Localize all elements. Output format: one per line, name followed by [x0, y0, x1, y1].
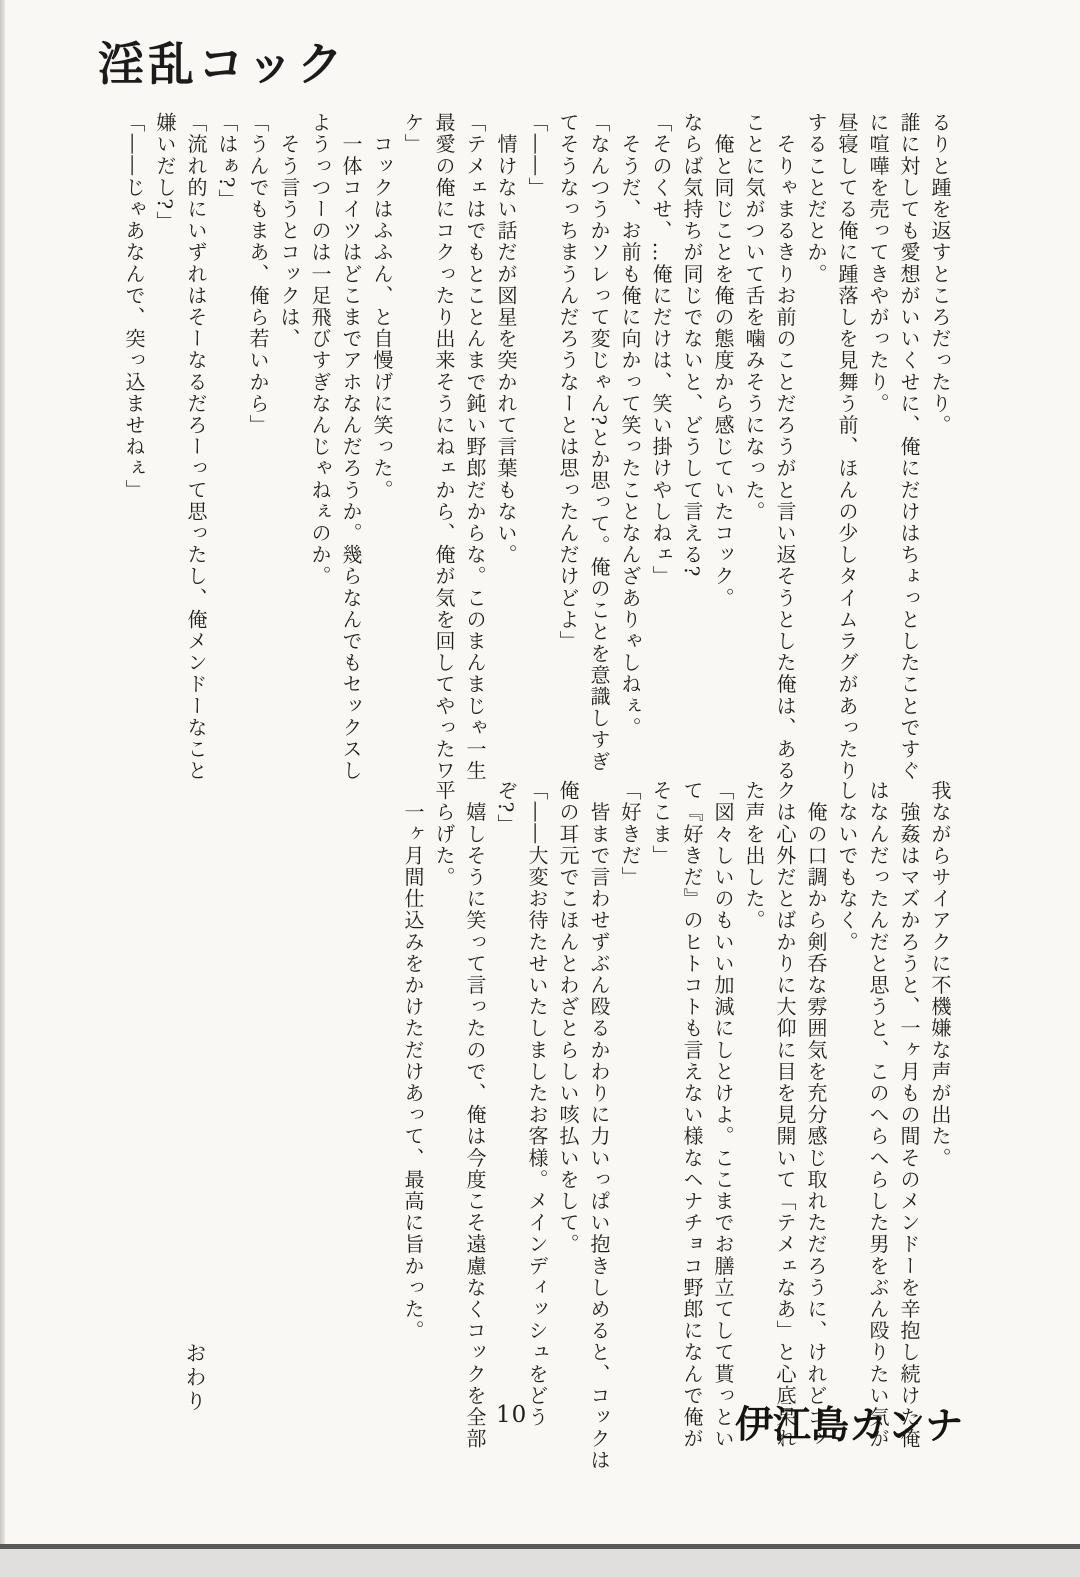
scan-edge-bottom	[0, 1544, 1080, 1577]
text-column: しないでもなく。	[835, 780, 859, 953]
text-column: 昼寝してる俺に踵落しを見舞う前、ほんの少しタイムラグがあったり	[835, 112, 859, 782]
text-column: 嫌いだし?」	[153, 112, 177, 233]
text-column: 俺の口調から剣呑な雰囲気を充分感じ取れただろうに、けれどコッ	[804, 780, 828, 1450]
text-column: 「流れ的にいずれはそーなるだろーって思ったし、俺メンドーなこと	[184, 112, 208, 782]
text-column: 「うんでもまあ、俺ら若いから」	[246, 112, 270, 436]
text-column: 誰に対しても愛想がいいくせに、俺にだけはちょっとしたことですぐ	[897, 112, 921, 782]
text-column: そう言うとコックは、	[277, 112, 301, 350]
text-column: 皆まで言わせずぶん殴るかわりに力いっぱい抱きしめると、コックは	[587, 780, 611, 1472]
text-column: そうだ、お前も俺に向かって笑ったことなんざありゃしねぇ。	[618, 112, 642, 739]
text-column: クは心外だとばかりに大仰に目を見開いて「テメェなあ」と心底呆れ	[773, 780, 797, 1450]
author-name: 伊江島カンナ	[734, 1402, 964, 1448]
text-column: 我ながらサイアクに不機嫌な声が出た。	[928, 780, 952, 1169]
text-column: ようっつーのは一足飛びすぎなんじゃねぇのか。	[308, 112, 332, 588]
text-column: 強姦はマズかろうと、一ヶ月もの間そのメンドーを辛抱し続けた俺	[897, 780, 921, 1450]
text-column: 「――大変お待たせいたしましたお客様。メインディッシュをどう	[525, 780, 549, 1428]
text-column: 「テメェはでもとことんまで鈍い野郎だからな。このまんまじゃ一生	[463, 112, 487, 782]
text-column: することだとか。	[804, 112, 828, 285]
scan-edge-left	[0, 0, 5, 1572]
text-column: ぞ?」	[494, 780, 518, 836]
text-column: 一ヶ月間仕込みをかけただけあって、最高に旨かった。	[401, 780, 425, 1342]
text-column: 嬉しそうに笑って言ったので、俺は今度こそ遠慮なくコックを全部	[463, 780, 487, 1450]
text-column: ことに気がついて舌を噛みそうになった。	[742, 112, 766, 523]
text-column: てそうなっちまうんだろうなーとは思ったんだけどよ」	[556, 112, 580, 652]
text-column: ケ」	[401, 112, 425, 156]
text-column: て『好きだ』のヒトコトも言えない様なヘナチョコ野郎になんで俺が	[680, 780, 704, 1450]
text-column: ならば気持ちが同じでないと、どうして言える?	[680, 112, 704, 578]
story-title: 淫乱コック	[98, 37, 348, 91]
text-block-top	[118, 112, 955, 782]
text-column: 一体コイツはどこまでアホなんだろうか。幾らなんでもセックスし	[339, 112, 363, 782]
text-column: コックはふふん、と自慢げに笑った。	[370, 112, 394, 501]
text-column: そりゃまるきりお前のことだろうがと言い返そうとした俺は、ある	[773, 112, 797, 782]
text-column: るりと踵を返すところだったり。	[928, 112, 952, 436]
text-column: 俺の耳元でこほんとわざとらしい咳払いをして。	[556, 780, 580, 1256]
end-mark: おわり	[183, 1342, 207, 1414]
text-column: 「なんつうかソレって変じゃん?とか思って。俺のことを意識しすぎ	[587, 112, 611, 773]
text-column: 「はぁ?」	[215, 112, 239, 211]
text-column: はなんだったんだと思うと、このへらへらした男をぶん殴りたい気が	[866, 780, 890, 1450]
text-column: に喧嘩を売ってきやがったり。	[866, 112, 890, 415]
text-column: 平らげた。	[432, 780, 456, 888]
text-column: た声を出した。	[742, 780, 766, 932]
text-column: 「好きだ」	[618, 780, 642, 888]
text-column: そこま」	[649, 780, 673, 867]
text-column: 最愛の俺にコクったり出来そうにねェから、俺が気を回してやったワ	[432, 112, 456, 782]
page-number: 10	[496, 1402, 528, 1428]
text-column: 「図々しいのもいい加減にしとけよ。ここまでお膳立てして貰っとい	[711, 780, 735, 1450]
text-column: 俺と同じことを俺の態度から感じていたコック。	[711, 112, 735, 609]
text-column: 「そのくせ、…俺にだけは、笑い掛けやしねェ」	[649, 112, 673, 588]
text-column: 情けない話だが図星を突かれて言葉もない。	[494, 112, 518, 566]
text-block-bottom	[397, 780, 955, 1472]
text-column: 「――」	[525, 112, 549, 199]
text-column: 「――じゃあなんで、突っ込ませねぇ」	[122, 112, 146, 501]
